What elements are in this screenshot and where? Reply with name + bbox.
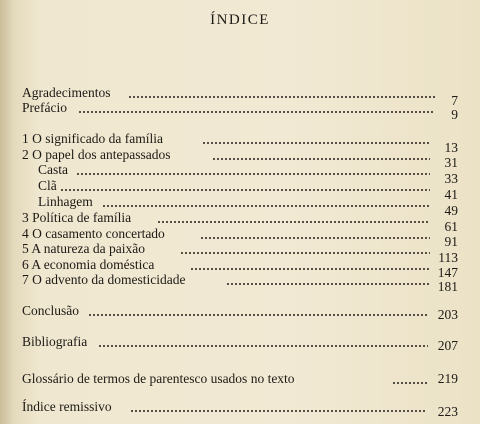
toc-entry-label: Bibliografia [22,334,88,349]
toc-page-number: 181 [437,279,458,294]
toc-page-number: 13 [444,140,458,155]
toc-entry-label: 7 O advento da domesticidade [22,272,186,287]
dot-leader [212,158,430,160]
toc-page-number: 203 [437,307,458,322]
dot-leader [130,410,426,412]
toc-entry-label: 1 O significado da família [22,131,163,146]
dot-leader [88,314,428,316]
toc-page-number: 147 [437,265,458,280]
dot-leader [76,173,430,175]
dot-leader [202,142,430,144]
toc-page-number: 49 [444,203,458,218]
toc-entry-label: 5 A natureza da paixão [22,241,145,256]
dot-leader [180,252,430,254]
toc-page-number: 113 [438,250,458,265]
toc-row [0,106,480,122]
toc-page-number: 7 [451,93,458,108]
toc-row [0,219,480,242]
toc-entry-label: 2 O papel dos antepassados [22,147,171,162]
toc-entry-label: Clã [38,178,57,193]
toc-entry-label: Glossário de termos de parentesco usados no texto [22,371,295,386]
dot-leader [157,221,430,223]
page-title: ÍNDICE [210,12,270,28]
dot-leader [60,189,430,191]
toc-page-number: 9 [451,107,458,122]
toc-entry-label: Índice remissivo [22,399,112,414]
toc-row [0,250,480,273]
toc-page-number: 223 [437,404,458,419]
toc-row [0,187,480,210]
toc-row [0,131,480,147]
toc-row [0,234,480,257]
toc-page-number: 219 [437,371,458,386]
toc-entry-label: Conclusão [22,303,79,318]
toc-entry-label: 4 O casamento concertado [22,226,165,241]
toc-page-number: 61 [444,219,458,234]
toc-row [0,85,480,101]
toc-page-number: 91 [444,234,458,249]
toc-entry-label: Agradecimentos [22,85,111,100]
toc-entry-label: 3 Política de família [22,210,132,225]
toc-page-number: 41 [444,187,458,202]
toc-row [0,278,480,294]
toc-row [0,399,480,419]
toc-row [0,203,480,226]
toc-row [0,334,480,353]
toc-row [0,140,480,163]
dot-leader [392,382,428,384]
toc-page-number: 207 [437,338,458,353]
dot-leader [190,268,430,270]
toc-row [0,155,480,178]
toc-row [0,171,480,194]
toc-page-number: 31 [444,155,458,170]
toc-row [0,303,480,322]
toc-entry-label: Linhagem [38,194,93,209]
dot-leader [98,345,428,347]
toc-page-number: 33 [444,171,458,186]
dot-leader [128,96,435,98]
dot-leader [200,237,430,239]
toc-entry-label: Prefácio [22,100,67,115]
dot-leader [102,205,430,207]
toc-entry-label: Casta [38,162,68,177]
toc-row [0,371,480,387]
toc-entry-label: 6 A economia doméstica [22,257,155,272]
